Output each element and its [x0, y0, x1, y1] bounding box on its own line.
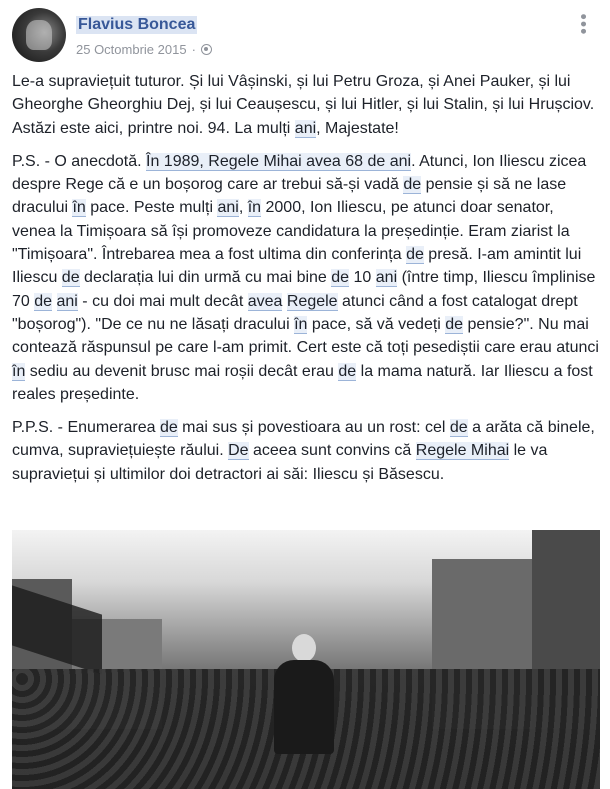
text-segment: la mama natură. Iar Iliescu a fost reales președinte.: [12, 362, 593, 403]
post-header: [12, 6, 598, 62]
hashtag-link[interactable]: Regele Mihai: [415, 442, 510, 460]
text-segment: . Atunci, Ion Iliescu zicea despre Rege că e un boșorog care ar trebui să-și vadă: [12, 152, 587, 194]
hashtag-link[interactable]: ani: [217, 199, 239, 217]
text-segment: Le-a supraviețuit tuturor. Și lui Vâșinski, și lui Petru Groza, și Anei Pauker, și lui Gheorghe Gheorghiu Dej, și lui Ceaușescu, și lui Hitler, și lui Stalin, și lui Hrușciov. Astăzi este aici, printre noi. 94. La mulți: [12, 73, 595, 137]
hashtag-link[interactable]: de: [403, 176, 422, 194]
hashtag-link[interactable]: În 1989, Regele Mihai avea 68 de ani: [146, 152, 412, 170]
hashtag-link[interactable]: în: [294, 315, 308, 333]
text-segment: atunci când a fost catalogat drept "boșorog"). "De ce nu ne lăsați dracului: [12, 292, 578, 333]
text-segment: sediu au devenit brusc mai roșii decât erau: [25, 362, 339, 380]
text-segment: pensie?". Nu mai contează răspunsul pe care l-am primit. Cert este că toți pesediștii care erau atunci: [12, 315, 599, 357]
avatar[interactable]: [12, 8, 66, 62]
hashtag-link[interactable]: în: [247, 199, 262, 217]
text-segment: 2000, Ion Iliescu, pe atunci doar senator, venea la Timișoara să își promoveze candidatura la președinție. Eram ziarist la "Timișoara". Întrebarea mea a fost ultima din conferința: [12, 199, 570, 264]
text-segment: P.P.S. - Enumerarea: [12, 419, 160, 437]
hashtag-link[interactable]: de: [445, 315, 464, 333]
hashtag-link[interactable]: de: [338, 362, 357, 380]
text-segment: , Majestate!: [316, 119, 399, 137]
post-meta: [76, 42, 212, 57]
meta-separator: ·: [191, 42, 196, 57]
hashtag-link[interactable]: în: [72, 199, 86, 217]
hashtag-link[interactable]: de: [61, 269, 80, 287]
hashtag-link[interactable]: de: [331, 269, 350, 287]
text-segment: 10: [349, 269, 376, 287]
hashtag-link[interactable]: De: [228, 442, 249, 460]
text-segment: a arăta că binele, cumva, supraviețuiește răului.: [12, 419, 595, 460]
text-segment: declarația lui din urmă cu mai bine: [79, 269, 332, 287]
hashtag-link[interactable]: în: [12, 362, 26, 380]
text-segment: pace, să vă vedeți: [307, 315, 446, 333]
hashtag-link[interactable]: de: [406, 246, 424, 264]
hashtag-link[interactable]: avea: [247, 292, 283, 310]
hashtag-link[interactable]: Regele: [286, 292, 338, 310]
post-photo[interactable]: [12, 530, 600, 789]
text-segment: pensie și să ne lase dracului: [12, 176, 567, 217]
text-segment: (între timp, Iliescu împlinise 70: [12, 269, 596, 310]
ellipsis-icon[interactable]: •••: [573, 13, 594, 36]
author-name[interactable]: Flavius Boncea: [78, 16, 196, 33]
post-paragraph: [12, 416, 600, 486]
post-paragraph: [12, 150, 600, 406]
hashtag-link[interactable]: ani: [56, 292, 78, 310]
hashtag-link[interactable]: de: [449, 419, 468, 437]
text-segment: mai sus și povestioara au un rost: cel: [177, 419, 450, 437]
post-paragraph: [12, 70, 600, 140]
hashtag-link[interactable]: ani: [294, 119, 317, 137]
text-segment: [52, 293, 56, 310]
king-figure: [274, 634, 334, 754]
post-text: [12, 70, 600, 496]
text-segment: pace. Peste mulți: [85, 199, 218, 217]
hashtag-link[interactable]: ani: [375, 269, 398, 287]
post-date[interactable]: 25 Octombrie 2015: [76, 42, 187, 57]
text-segment: le va supraviețui și ultimilor doi detractori ai săi: Iliescu și Băsescu.: [12, 442, 548, 483]
hashtag-link[interactable]: de: [34, 292, 53, 310]
text-segment: aceea sunt convins că: [248, 442, 416, 460]
text-segment: P.S. - O anecdotă.: [12, 152, 147, 170]
text-segment: ,: [238, 199, 248, 217]
hashtag-link[interactable]: de: [159, 419, 178, 437]
globe-icon[interactable]: [201, 44, 212, 55]
text-segment: - cu doi mai mult decât: [77, 292, 248, 310]
text-segment: presă. I-am amintit lui Iliescu: [12, 246, 582, 287]
